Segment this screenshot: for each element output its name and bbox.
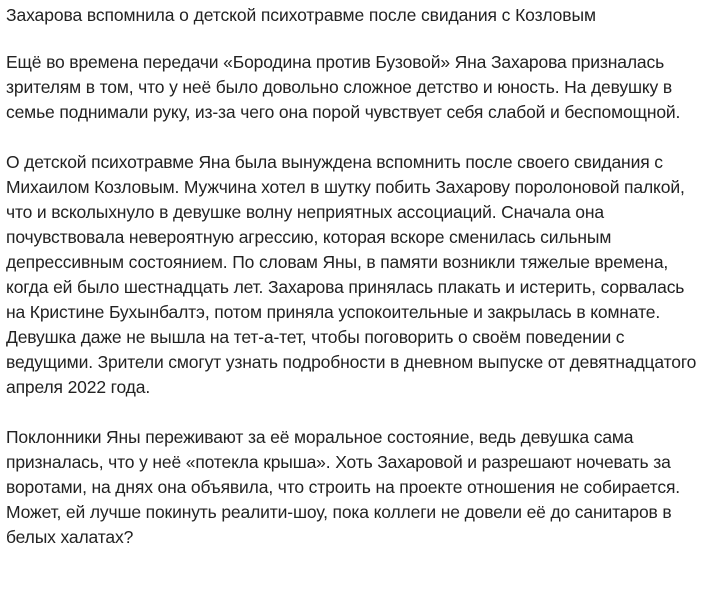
article-title: Захарова вспомнила о детской психотравме после свидания с Козловым bbox=[6, 5, 596, 25]
article-paragraph-1: Ещё во времена передачи «Бородина против Бузовой» Яна Захарова призналась зрителям в том, что у неё было довольно сложное детство и юность. На девушку в семье поднимали руку, из-за чего она порой чувствует себя слабой и беспомощной. bbox=[6, 52, 681, 122]
article-paragraph-2: О детской психотравме Яна была вынуждена вспомнить после своего свидания с Михаилом Козловым. Мужчина хотел в шутку побить Захарову поролоновой палкой, что и всколыхнуло в девушке волну неприятных ассоциаций. Сначала она почувствовала невероятную агрессию, которая вскоре сменилась сильным депрессивным состоянием. По словам Яны, в памяти возникли тяжелые времена, когда ей было шестнадцать лет. Захарова принялась плакать и истерить, сорвалась на Кристине Бухынбалтэ, потом приняла успокоительные и закрылась в комнате. Девушка даже не вышла на тет-а-тет, чтобы поговорить о своём поведении с ведущими. Зрители смогут узнать подробности в дневном выпуске от девятнадцатого апреля 2022 года. bbox=[6, 152, 697, 397]
article-paragraph-3: Поклонники Яны переживают за её моральное состояние, ведь девушка сама призналась, что у неё «потекла крыша». Хоть Захаровой и разрешают ночевать за воротами, на днях она объявила, что строить на проекте отношения не собирается. Может, ей лучше покинуть реалити-шоу, пока коллеги не довели её до санитаров в белых халатах? bbox=[6, 427, 680, 547]
